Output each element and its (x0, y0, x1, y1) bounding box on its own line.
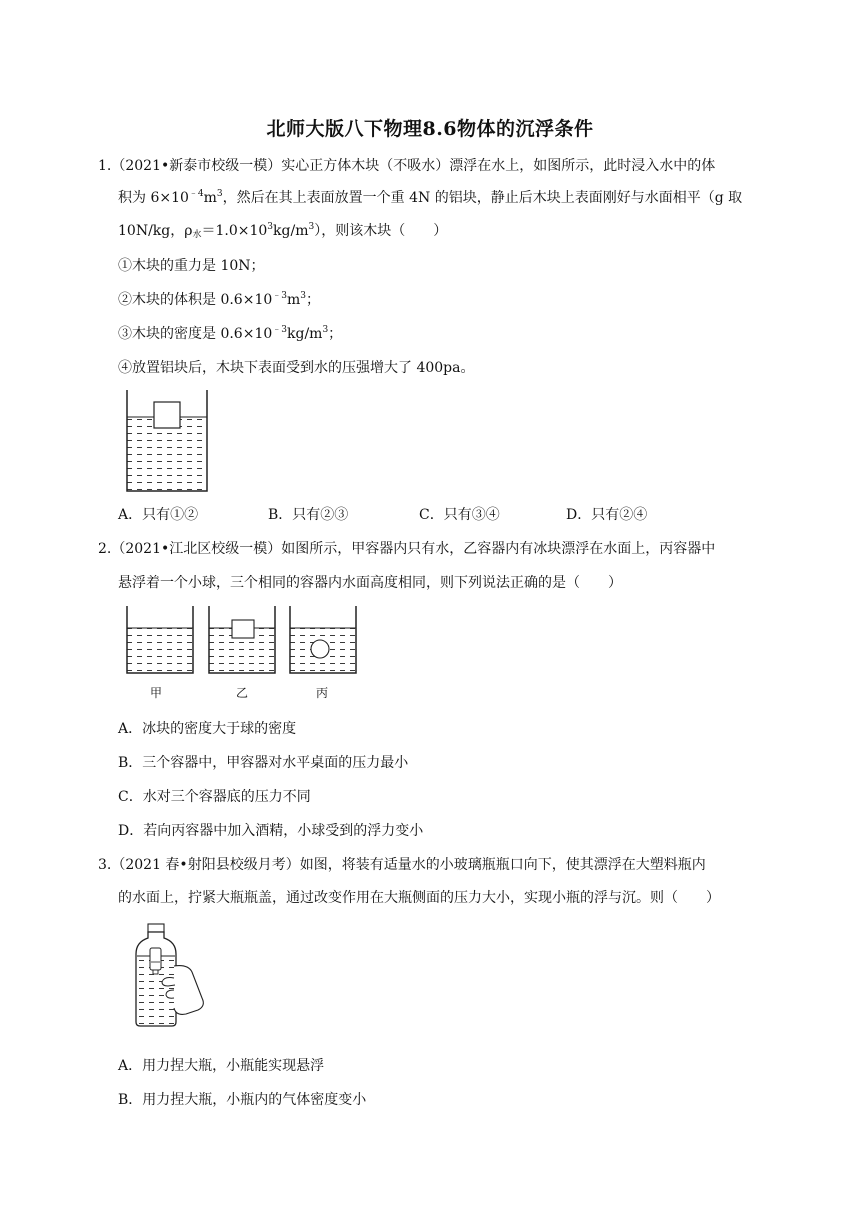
q1-option-d[interactable]: D．只有②④ (566, 507, 648, 523)
q2-option-c[interactable]: C．水对三个容器底的压力不同 (118, 789, 311, 805)
q3-stem-line-2: 的水面上，拧紧大瓶瓶盖，通过改变作用在大瓶侧面的压力大小，实现小瓶的浮与沉。则（ ） (118, 890, 720, 906)
bottle-cap (148, 924, 164, 932)
container-jia (126, 604, 196, 676)
label-yi: 乙 (236, 686, 249, 700)
q1-statement-1: ①木块的重力是 10N； (118, 258, 265, 274)
wood-block (154, 402, 180, 428)
q3-option-b[interactable]: B．用力捏大瓶，小瓶内的气体密度变小 (118, 1092, 367, 1108)
container-yi (208, 604, 278, 676)
ice-block (232, 620, 254, 638)
suspended-ball (311, 640, 329, 658)
q2-stem-line-1: 2.（2021•江北区校级一模）如图所示，甲容器内只有水，乙容器内有冰块漂浮在水面上，丙容器中 (98, 541, 716, 557)
page-title: 北师大版八下物理8.6物体的沉浮条件 (266, 118, 594, 140)
q2-option-a[interactable]: A．冰块的密度大于球的密度 (118, 721, 297, 737)
q3-stem-line-1: 3.（2021 春•射阳县校级月考）如图，将装有适量水的小玻璃瓶瓶口向下，使其漂浮在大塑料瓶内 (98, 857, 706, 873)
small-vial (150, 948, 161, 970)
q1-option-b[interactable]: B．只有②③ (268, 507, 349, 523)
q1-option-c[interactable]: C．只有③④ (419, 507, 500, 523)
q2-option-d[interactable]: D．若向丙容器中加入酒精，小球受到的浮力变小 (118, 823, 424, 839)
q1-option-a[interactable]: A．只有①② (118, 507, 199, 523)
q1-stem-line-2: 积为 $6\times 10^{﹣4}m^3$，然后在其上表面放置一个重 4N 的铝块，静止后木块上表面刚好与水面相平（g 取 (118, 189, 743, 206)
q1-statement-4: ④放置铝块后，木块下表面受到水的压强增大了 400pa。 (118, 360, 475, 376)
hand (174, 966, 203, 1015)
q1-stem-line-1: 1.（2021•新泰市校级一模）实心正方体木块（不吸水）漂浮在水上，如图所示，此时浸入水中的体 (98, 158, 716, 174)
label-jia: 甲 (150, 686, 163, 700)
container-bing (289, 604, 359, 676)
q1-stem-line-3: 10N/kg，$\rho_水=1.0\times 10^3kg/m^3$），则该木块（ ） (118, 222, 448, 240)
q2-option-b[interactable]: B．三个容器中，甲容器对水平桌面的压力最小 (118, 755, 409, 771)
q3-bottle-figure (128, 922, 208, 1032)
label-bing: 丙 (316, 686, 329, 700)
q1-statement-2: ②木块的体积是 $0.6\times 10^{﹣3}m^3$； (118, 291, 321, 308)
q1-container-figure (126, 388, 208, 494)
q1-statement-3: ③木块的密度是 $0.6\times 10^{﹣3}kg/m^3$； (118, 325, 343, 342)
q2-stem-line-2: 悬浮着一个小球，三个相同的容器内水面高度相同，则下列说法正确的是（ ） (118, 575, 622, 591)
q3-option-a[interactable]: A．用力捏大瓶，小瓶能实现悬浮 (118, 1058, 325, 1074)
